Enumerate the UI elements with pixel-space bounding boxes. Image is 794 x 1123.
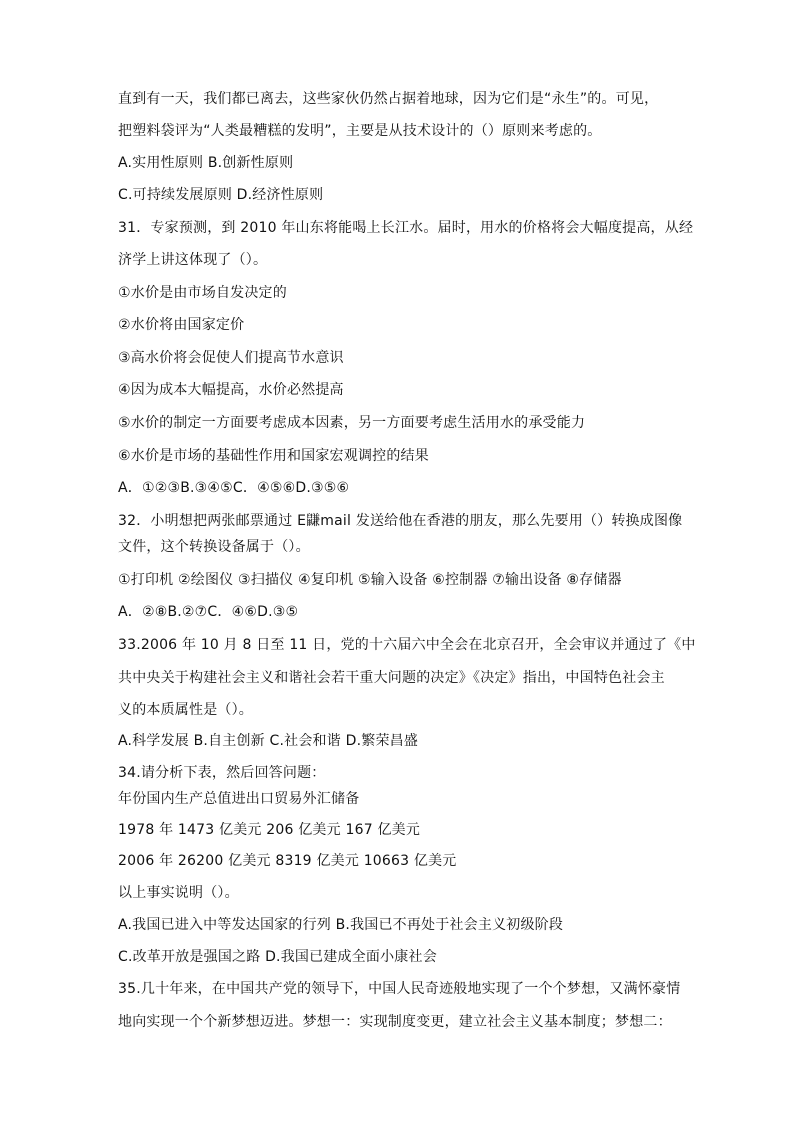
text-line: 直到有一天，我们都已离去，这些家伙仍然占据着地球，因为它们是“永生”的。可见， bbox=[118, 91, 659, 107]
question-34: 34.请分析下表，然后回答问题： bbox=[118, 765, 326, 781]
option-line: A.科学发展 B.自主创新 C.社会和谐 D.繁荣昌盛 bbox=[118, 733, 419, 749]
statement-line: ⑥水价是市场的基础性作用和国家宏观调控的结果 bbox=[118, 448, 429, 464]
text-line: 济学上讲这体现了（）。 bbox=[118, 252, 268, 268]
question-33: 33.2006 年 10 月 8 日至 11 日，党的十六届六中全会在北京召开，全会审议并通过了《中 bbox=[118, 637, 696, 653]
option-line: A.实用性原则 B.创新性原则 bbox=[118, 155, 294, 171]
statement-line: ④因为成本大幅提高，水价必然提高 bbox=[118, 382, 344, 398]
statement-line: ①水价是由市场自发决定的 bbox=[118, 285, 287, 301]
text-line: 文件，这个转换设备属于（）。 bbox=[118, 539, 310, 555]
option-line: A．②⑧B.②⑦C．④⑥D.③⑤ bbox=[118, 604, 299, 620]
option-line: C.改革开放是强国之路 D.我国已建成全面小康社会 bbox=[118, 949, 437, 965]
option-line: A.我国已进入中等发达国家的行列 B.我国已不再处于社会主义初级阶段 bbox=[118, 917, 564, 933]
question-32: 32．小明想把两张邮票通过 E鼸mail 发送给他在香港的朋友，那么先要用（）转换成图像 bbox=[118, 513, 683, 529]
option-line: C.可持续发展原则 D.经济性原则 bbox=[118, 187, 324, 203]
table-row-line: 2006 年 26200 亿美元 8319 亿美元 10663 亿美元 bbox=[118, 853, 457, 869]
statement-line: ②水价将由国家定价 bbox=[118, 317, 245, 333]
text-line: 地向实现一个个新梦想迈进。梦想一：实现制度变更，建立社会主义基本制度；梦想二： bbox=[118, 1014, 672, 1030]
text-line: 以上事实说明（）。 bbox=[118, 885, 239, 901]
question-31: 31．专家预测，到 2010 年山东将能喝上长江水。届时，用水的价格将会大幅度提高，从经 bbox=[118, 220, 694, 236]
table-row-line: 1978 年 1473 亿美元 206 亿美元 167 亿美元 bbox=[118, 822, 421, 838]
question-35: 35.几十年来，在中国共产党的领导下，中国人民奇迹般地实现了一个个梦想，又满怀豪情 bbox=[118, 981, 681, 997]
table-header-line: 年份国内生产总值进出口贸易外汇储备 bbox=[118, 791, 360, 807]
statement-line: ⑤水价的制定一方面要考虑成本因素，另一方面要考虑生活用水的承受能力 bbox=[118, 415, 586, 431]
statement-line: ③高水价将会促使人们提高节水意识 bbox=[118, 350, 344, 366]
text-line: 义的本质属性是（）。 bbox=[118, 702, 253, 718]
text-line: 把塑料袋评为“人类最糟糕的发明”，主要是从技术设计的（）原则来考虑的。 bbox=[118, 123, 602, 139]
option-line: A．①②③B.③④⑤C．④⑤⑥D.③⑤⑥ bbox=[118, 480, 350, 496]
text-line: 共中央关于构建社会主义和谐社会若干重大问题的决定》《决定》指出，中国特色社会主 bbox=[118, 670, 665, 686]
statement-line: ①打印机 ②绘图仪 ③扫描仪 ④复印机 ⑤输入设备 ⑥控制器 ⑦输出设备 ⑧存储器 bbox=[118, 572, 622, 588]
